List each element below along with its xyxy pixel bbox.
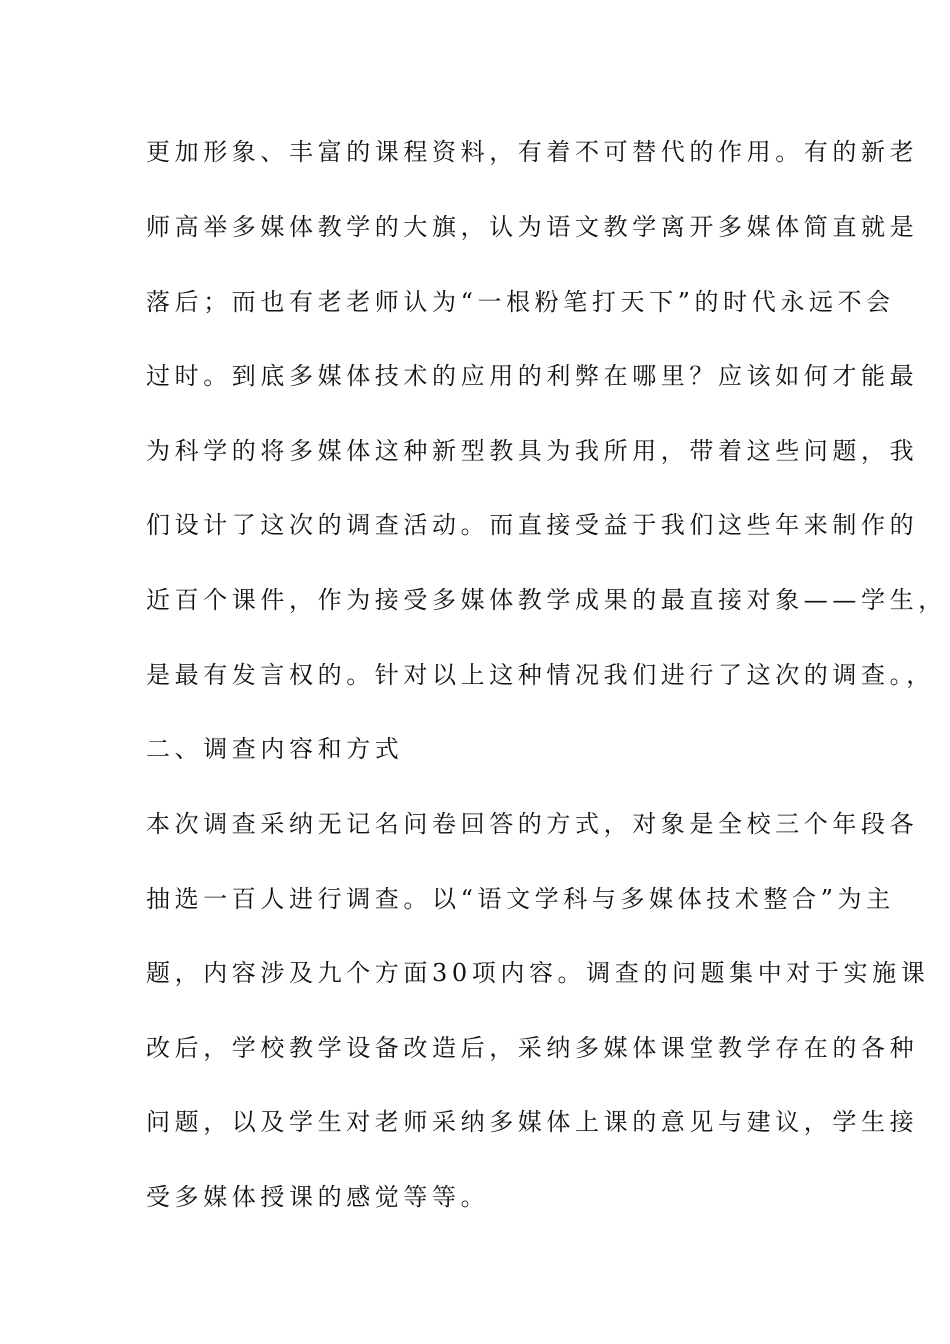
paragraph-line: 落后；而也有老老师认为“一根粉笔打天下”的时代永远不会 [146, 288, 895, 316]
paragraph-line: 改后，学校教学设备改造后，采纳多媒体课堂教学存在的各种 [146, 1034, 919, 1062]
paragraph-line: 们设计了这次的调查活动。而直接受益于我们这些年来制作的 [146, 511, 919, 539]
paragraph-line: 近百个课件，作为接受多媒体教学成果的最直接对象——学生， [146, 586, 947, 614]
paragraph-line: 师高举多媒体教学的大旗，认为语文教学离开多媒体简直就是 [146, 213, 919, 241]
section-heading: 二、调查内容和方式 [146, 735, 404, 763]
paragraph-line: 过时。到底多媒体技术的应用的利弊在哪里？应该如何才能最 [146, 362, 919, 390]
paragraph-line: 更加形象、丰富的课程资料，有着不可替代的作用。有的新老 [146, 138, 919, 166]
paragraph-line: 受多媒体授课的感觉等等。 [146, 1183, 490, 1211]
paragraph-line: 是最有发言权的。针对以上这种情况我们进行了这次的调查。， [146, 661, 935, 689]
paragraph-line: 问题，以及学生对老师采纳多媒体上课的意见与建议，学生接 [146, 1108, 919, 1136]
paragraph-line: 本次调查采纳无记名问卷回答的方式，对象是全校三个年段各 [146, 810, 919, 838]
paragraph-line: 抽选一百人进行调查。以“语文学科与多媒体技术整合”为主 [146, 885, 895, 913]
paragraph-line: 为科学的将多媒体这种新型教具为我所用，带着这些问题，我 [146, 437, 919, 465]
paragraph-line: 题，内容涉及九个方面30项内容。调查的问题集中对于实施课 [146, 959, 930, 987]
